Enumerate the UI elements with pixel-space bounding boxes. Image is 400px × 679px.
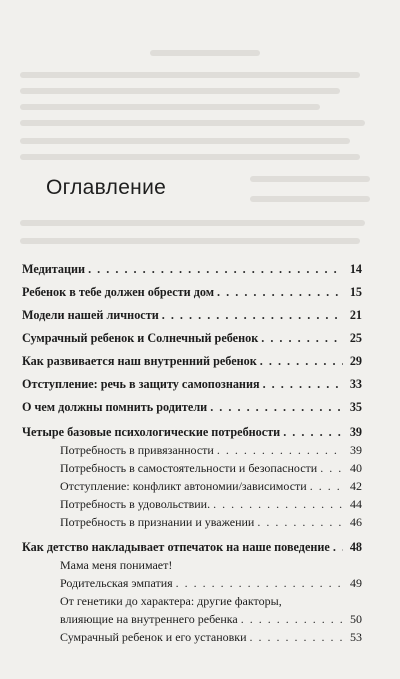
toc-entry-label: Как развивается наш внутренний ребенок	[22, 354, 257, 368]
dot-leader	[88, 262, 343, 277]
toc-subentry[interactable]	[60, 443, 362, 458]
dot-leader	[210, 400, 343, 415]
toc-entry-page: 21	[349, 308, 362, 322]
toc-entry[interactable]	[22, 308, 362, 323]
toc-subentry-label: Родительская эмпатия	[60, 576, 173, 590]
toc-subentry-page: 53	[350, 630, 362, 644]
toc-entry[interactable]	[22, 354, 362, 369]
toc-subentry[interactable]	[60, 461, 362, 476]
dot-leader	[217, 285, 343, 300]
toc-subentry-label: Отступление: конфликт автономии/зависимости	[60, 479, 307, 493]
dot-leader	[162, 308, 343, 323]
toc-entry[interactable]	[22, 377, 362, 392]
toc-subentry-label[interactable]: Мама меня понимает!	[60, 558, 173, 572]
dot-leader	[261, 331, 343, 346]
toc-subentry-label[interactable]: От генетики до характера: другие факторы,	[60, 594, 282, 608]
dot-leader	[283, 425, 343, 440]
toc-entry-label: Медитации	[22, 262, 86, 276]
dot-leader	[176, 576, 343, 591]
toc-subentry-label: влияющие на внутреннего ребенка	[60, 612, 238, 626]
toc-subentry-page: 49	[350, 576, 362, 590]
toc-entry[interactable]	[22, 425, 362, 440]
dot-leader	[250, 630, 343, 645]
toc-subentry-page: 39	[350, 443, 362, 457]
dot-leader	[333, 540, 343, 555]
toc-subentry-page: 40	[350, 461, 362, 475]
toc-subentry-label: Потребность в самостоятельности и безопасности	[60, 461, 318, 475]
toc-subentry-page: 50	[350, 612, 362, 626]
toc-entry-page: 15	[349, 285, 362, 299]
toc-subentry[interactable]	[60, 479, 362, 494]
dot-leader	[241, 612, 343, 627]
toc-entry[interactable]	[22, 285, 362, 300]
toc-entry-label: Как детство накладывает отпечаток на наше поведение	[22, 540, 330, 554]
toc-entry[interactable]	[22, 400, 362, 415]
dot-leader	[320, 461, 343, 476]
dot-leader	[310, 479, 343, 494]
dot-leader	[260, 354, 343, 369]
toc-subentry-label: Сумрачный ребенок и его установки	[60, 630, 247, 644]
toc-entry-label: Отступление: речь в защиту самопознания	[22, 377, 260, 391]
toc-entry-page: 33	[349, 377, 362, 391]
toc-subentry[interactable]	[60, 612, 362, 627]
toc-subentry[interactable]	[60, 576, 362, 591]
toc-entry-page: 29	[349, 354, 362, 368]
toc-entry-page: 14	[349, 262, 362, 276]
toc-entry-page: 39	[349, 425, 362, 439]
toc-entry-label: Модели нашей личности	[22, 308, 159, 322]
toc-subentry[interactable]	[60, 630, 362, 645]
toc-entry-label: Четыре базовые психологические потребности	[22, 425, 281, 439]
toc-entry[interactable]	[22, 262, 362, 277]
toc-entry-label: Ребенок в тебе должен обрести дом	[22, 285, 215, 299]
toc-entry-page: 35	[349, 400, 362, 414]
dot-leader	[213, 497, 343, 512]
toc-subentry[interactable]	[60, 497, 362, 512]
toc-subentry[interactable]	[60, 515, 362, 530]
toc-entry-page: 25	[349, 331, 362, 345]
toc-subentry-page: 46	[350, 515, 362, 529]
dot-leader	[257, 515, 343, 530]
page-title: Оглавление	[46, 176, 167, 199]
dot-leader	[263, 377, 343, 392]
toc-entry-label: О чем должны помнить родители	[22, 400, 208, 414]
toc-subentry-label: Потребность в привязанности	[60, 443, 214, 457]
toc-entry[interactable]	[22, 331, 362, 346]
toc-subentry-page: 44	[350, 497, 362, 511]
toc-subentry-label: Потребность в удовольствии.	[60, 497, 211, 511]
dot-leader	[217, 443, 343, 458]
toc-entry[interactable]	[22, 540, 362, 555]
toc-entry-label: Сумрачный ребенок и Солнечный ребенок	[22, 331, 259, 345]
toc-subentry-label: Потребность в признании и уважении	[60, 515, 255, 529]
toc-subentry-page: 42	[350, 479, 362, 493]
toc-entry-page: 48	[349, 540, 362, 554]
